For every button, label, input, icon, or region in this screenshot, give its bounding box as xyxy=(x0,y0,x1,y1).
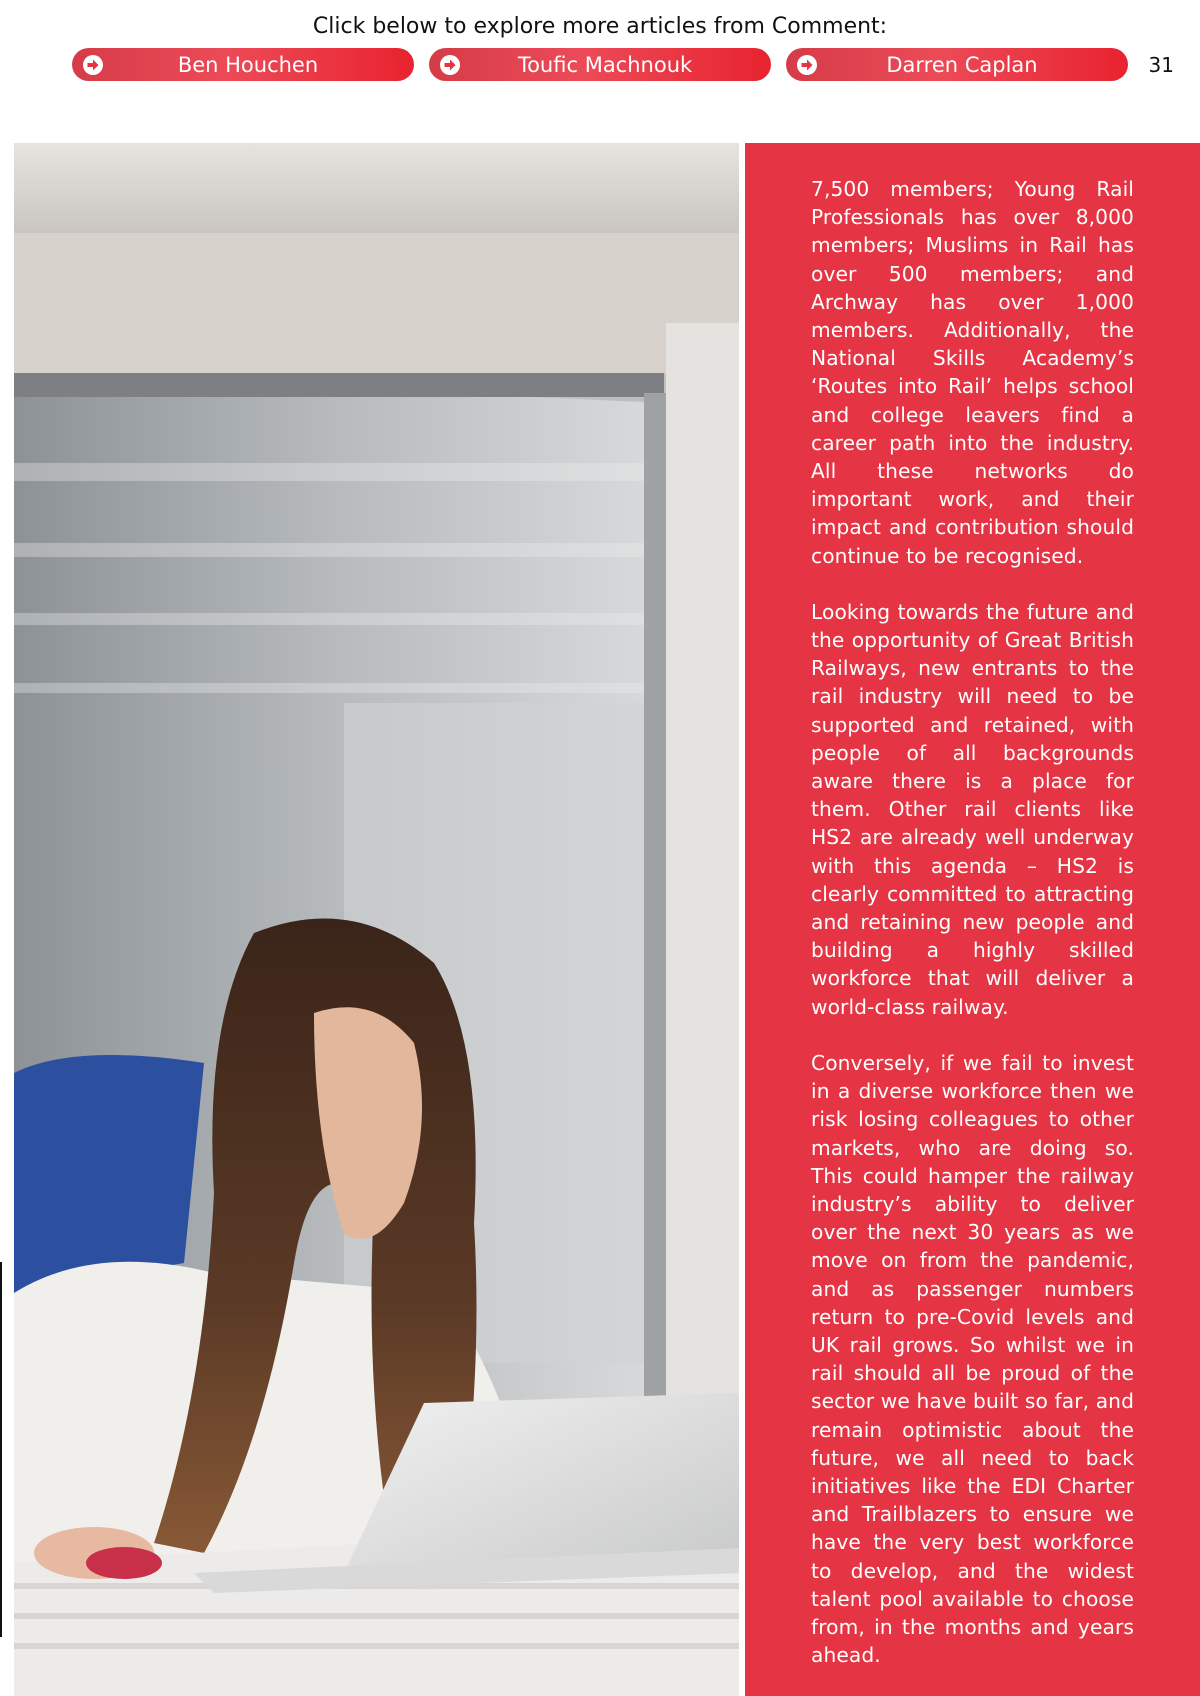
article-button-toufic-machnouk[interactable] xyxy=(429,48,771,81)
edge-divider xyxy=(0,1262,2,1637)
woman-at-laptop-illustration xyxy=(14,143,739,1696)
page-number: 31 xyxy=(1148,53,1174,77)
article-button-label: Ben Houchen xyxy=(177,52,319,77)
explore-prompt: Click below to explore more articles from Comment: xyxy=(312,14,888,39)
office-photo xyxy=(14,143,739,1696)
arrow-right-circle-icon xyxy=(82,54,104,76)
article-button-ben-houchen[interactable] xyxy=(72,48,414,81)
article-nav xyxy=(0,48,1200,82)
article-button-darren-caplan[interactable] xyxy=(786,48,1128,81)
article-paragraph-2: Looking towards the future and the opportunity of Great British Railways, new entrants to the rail industry will need to be supported and retained, with people of all backgrounds aware there is a place for them. Other rail clients like HS2 are already well underway with this agenda – HS2 is clearly committed to attracting and retaining new people and building a highly skilled workforce that will deliver a world-class railway. xyxy=(811,599,1134,1019)
arrow-right-circle-icon xyxy=(439,54,461,76)
article-paragraph-3: Conversely, if we fail to invest in a diverse workforce then we risk losing colleagues to other markets, who are doing so. This could hamper the railway industry’s ability to deliver over the next 30 years as we move on from the pandemic, and as passenger numbers return to pre-Covid levels and UK rail grows. So whilst we in rail should all be proud of the sector we have built so far, and remain optimistic about the future, we all need to back initiatives like the EDI Charter and Trailblazers to ensure we have the very best workforce to develop, and the widest talent pool available to choose from, in the months and years ahead. xyxy=(811,1050,1134,1668)
arrow-right-circle-icon xyxy=(796,54,818,76)
article-paragraph-1: 7,500 members; Young Rail Professionals has over 8,000 members; Muslims in Rail has over 500 members; and Archway has over 1,000 members. Additionally, the National Skills Academy’s ‘Routes into Rail’ helps school and college leavers find a career path into the industry. All these networks do important work, and their impact and contribution should continue to be recognised. xyxy=(811,177,1134,568)
article-button-label: Toufic Machnouk xyxy=(517,52,693,77)
article-text xyxy=(811,175,1134,1696)
article-button-label: Darren Caplan xyxy=(886,52,1038,77)
